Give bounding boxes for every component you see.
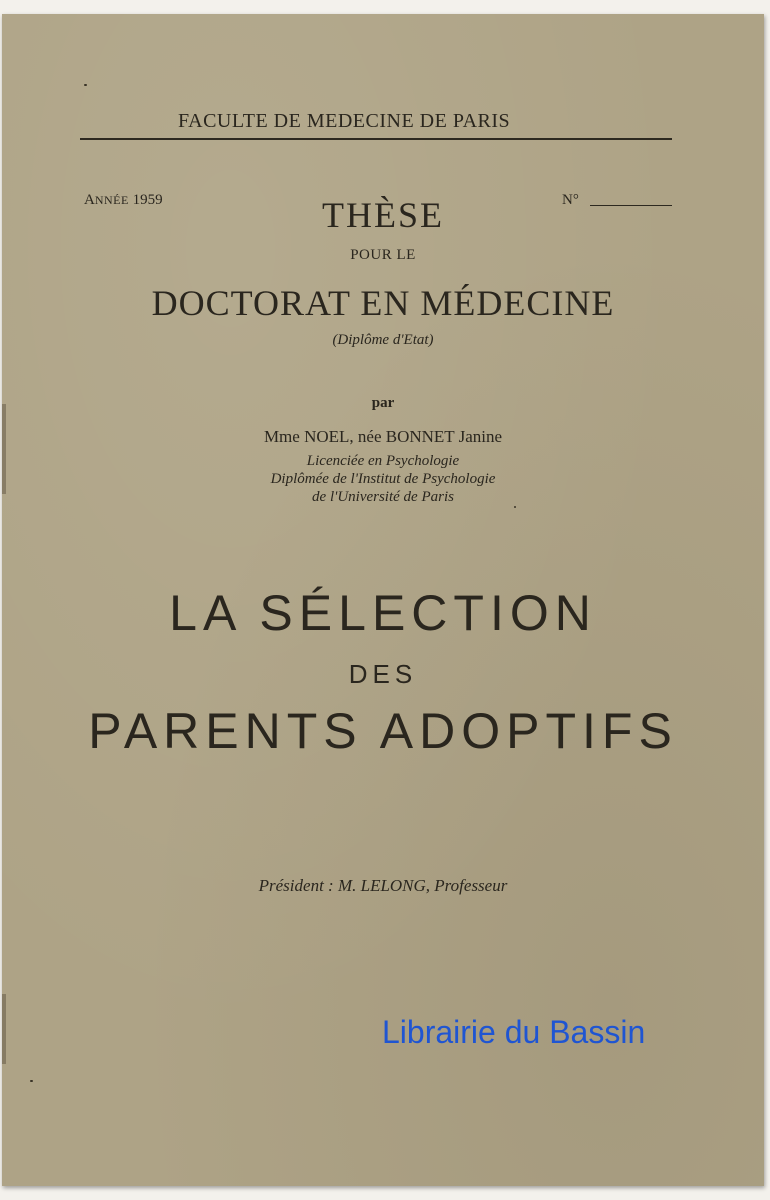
faculty-name: FACULTE DE MEDECINE DE PARIS bbox=[178, 110, 511, 132]
diploma-note: (Diplôme d'Etat) bbox=[332, 332, 434, 348]
binding-edge bbox=[2, 994, 6, 1064]
year-label-rest: NNÉE bbox=[94, 193, 129, 207]
year-label-initial: A bbox=[84, 192, 95, 208]
thesis-cover bbox=[2, 14, 764, 1186]
author-credential: de l'Université de Paris bbox=[312, 489, 454, 505]
pour-le-label: POUR LE bbox=[350, 247, 416, 263]
author-name: Mme NOEL, née BONNET Janine bbox=[263, 427, 503, 446]
thesis-title-line-1: LA SÉLECTION bbox=[169, 585, 597, 641]
number-label: N° bbox=[562, 192, 579, 208]
thesis-title-line-2: DES bbox=[348, 659, 418, 689]
degree-title: DOCTORAT EN MÉDECINE bbox=[151, 283, 615, 323]
header-rule bbox=[80, 138, 672, 140]
by-label: par bbox=[371, 395, 395, 411]
bookseller-watermark: Librairie du Bassin bbox=[382, 1014, 646, 1050]
paper-speck bbox=[30, 1080, 33, 1082]
author-credential: Licenciée en Psychologie bbox=[306, 453, 460, 469]
thesis-heading: THÈSE bbox=[322, 195, 444, 235]
paper-speck bbox=[514, 506, 516, 508]
author-credential: Diplômée de l'Institut de Psychologie bbox=[270, 471, 496, 487]
jury-president: Président : M. LELONG, Professeur bbox=[258, 876, 508, 895]
thesis-title-line-3: PARENTS ADOPTIFS bbox=[88, 703, 678, 759]
paper-speck bbox=[84, 84, 87, 86]
year-value: 1959 bbox=[132, 192, 163, 208]
